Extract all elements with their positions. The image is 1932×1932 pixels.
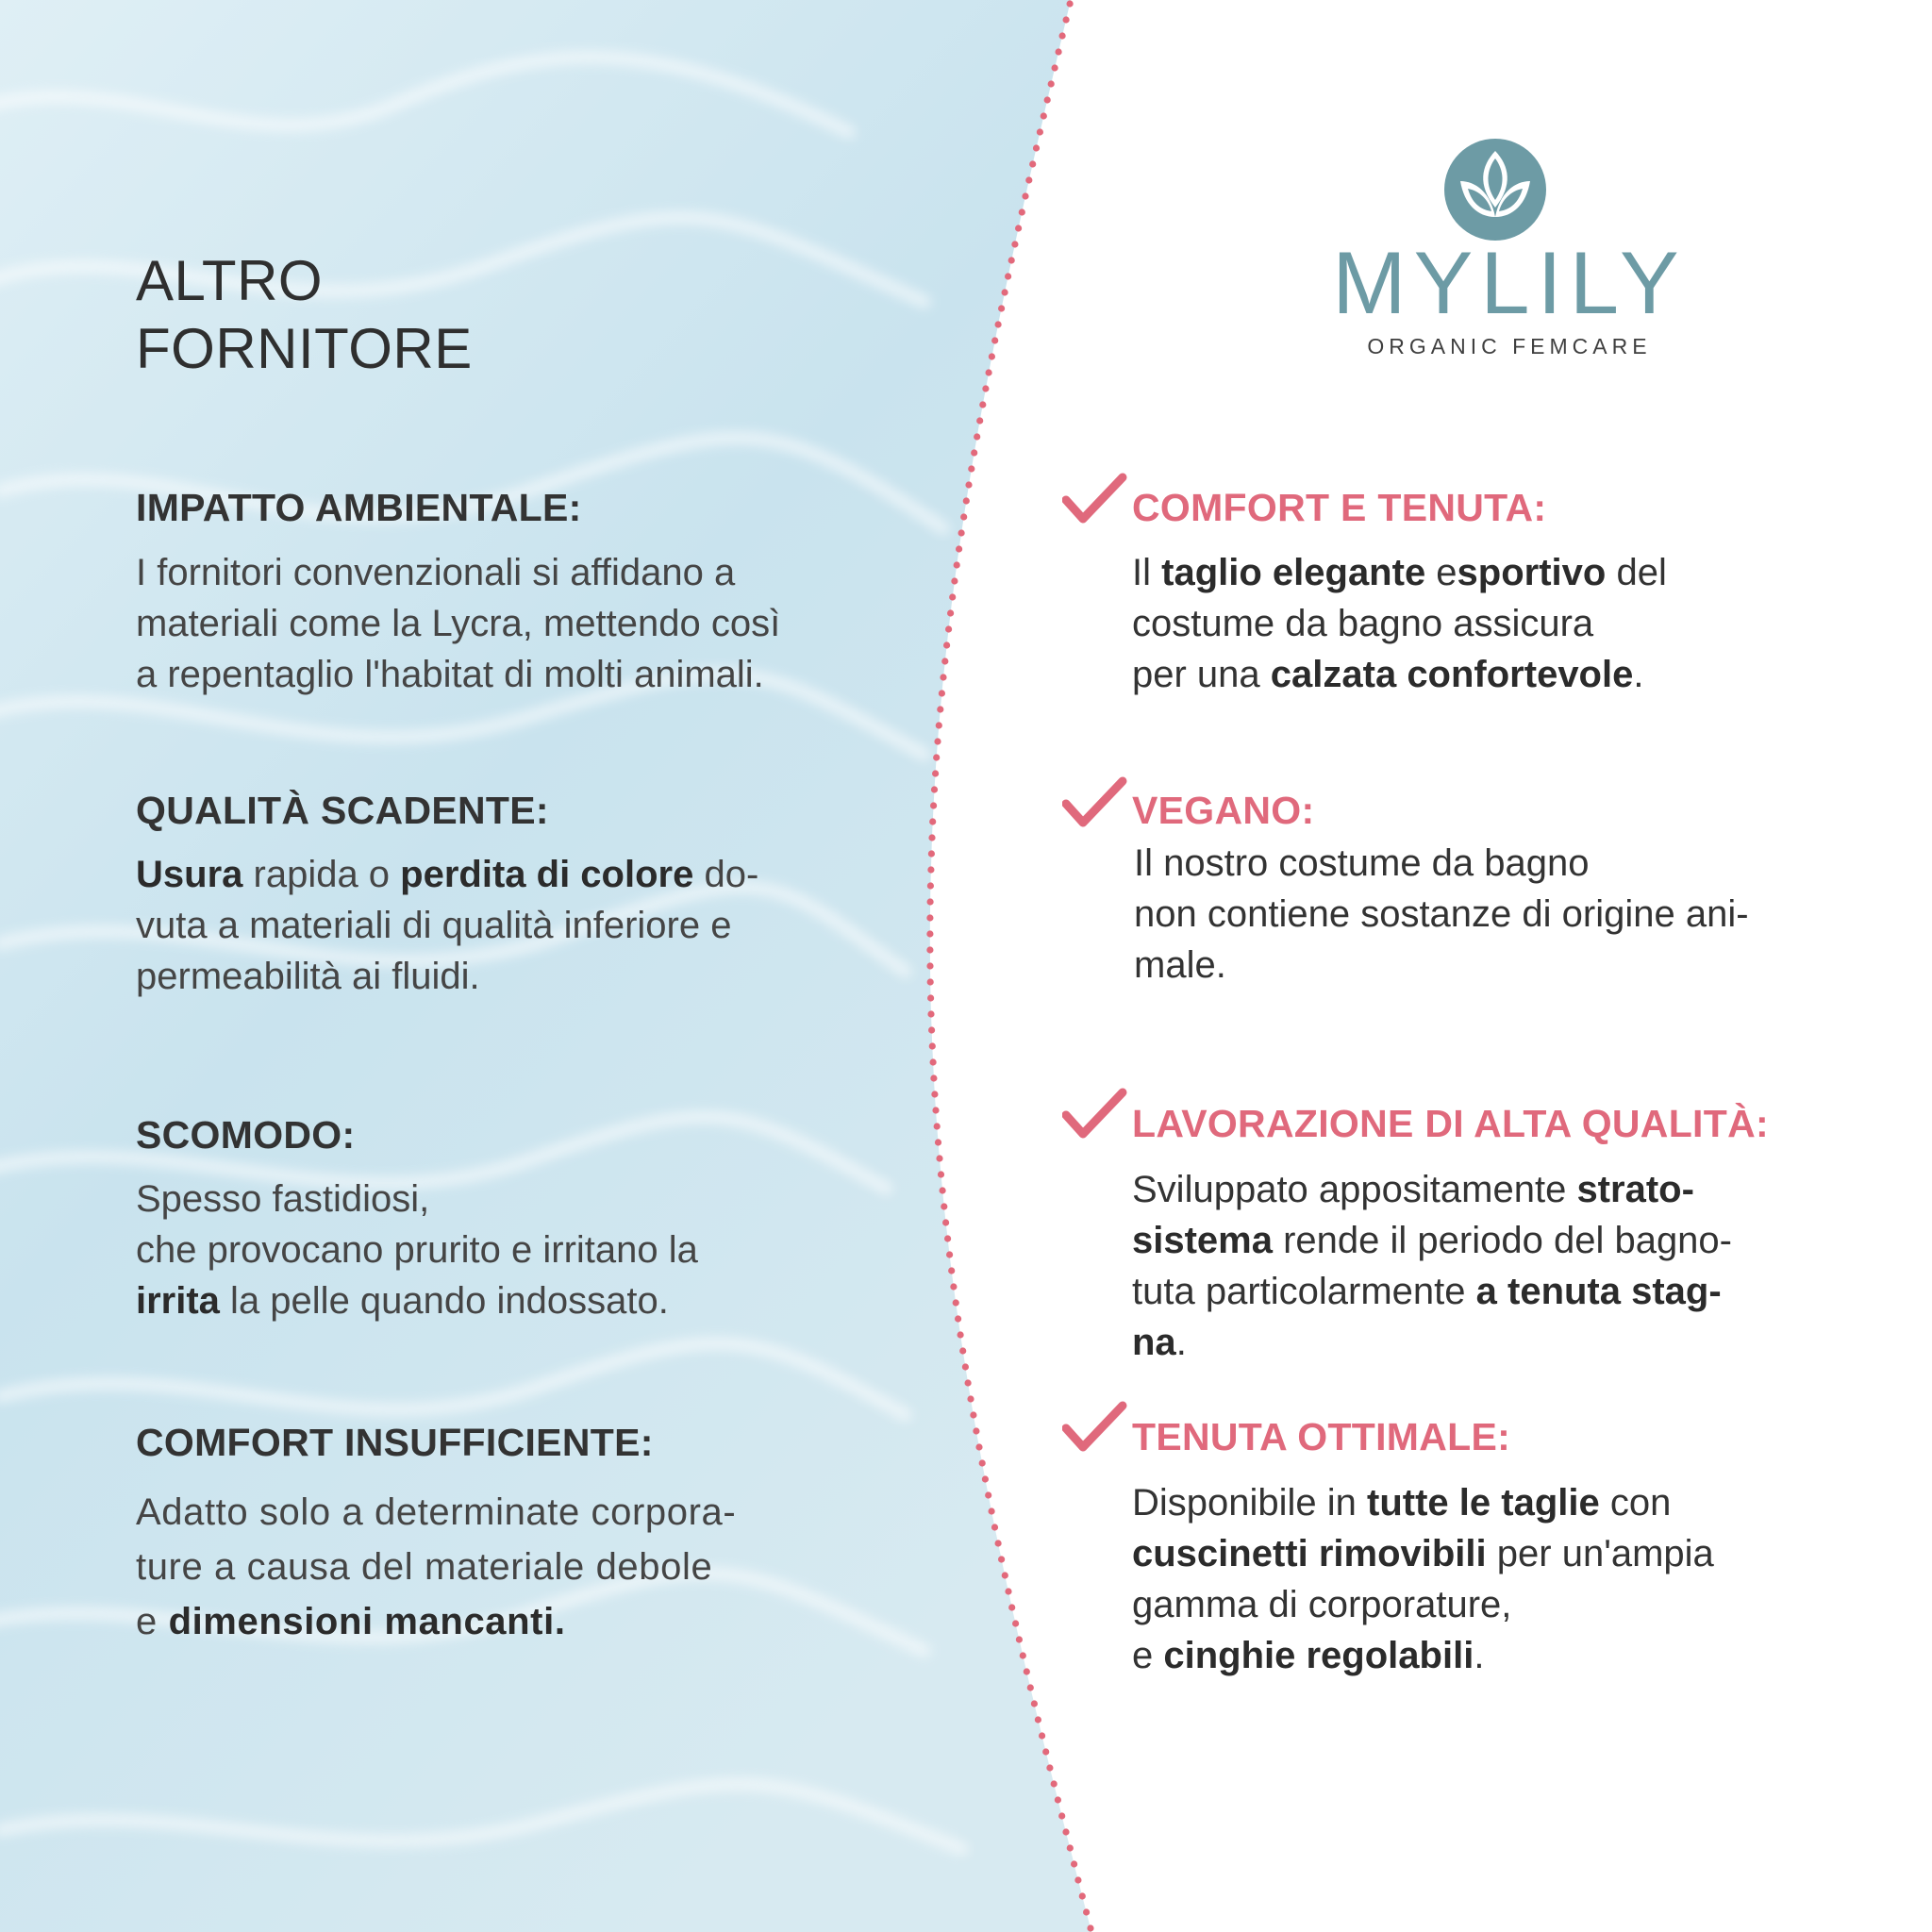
divider-dot: [979, 1459, 986, 1466]
divider-dot: [1063, 16, 1070, 23]
divider-dot: [926, 930, 933, 937]
section-heading-poor-quality: QUALITÀ SCADENTE:: [136, 789, 549, 832]
divider-dot: [1052, 64, 1058, 71]
left-title-line: ALTRO: [136, 249, 324, 312]
divider-dot: [934, 1123, 941, 1129]
divider-dot: [928, 834, 935, 841]
divider-dot: [937, 706, 943, 712]
body-line: che provocano prurito e irritano la: [136, 1229, 698, 1271]
divider-dot: [982, 1475, 989, 1482]
divider-dot: [929, 818, 936, 824]
divider-dot: [1062, 1828, 1069, 1835]
divider-dot: [968, 465, 974, 472]
divider-dot: [989, 353, 995, 359]
divider-dot: [1022, 192, 1028, 199]
body-line: permeabilità ai fluidi.: [136, 956, 480, 997]
divider-dot: [965, 481, 972, 488]
divider-dot: [926, 962, 933, 969]
divider-dot: [1046, 1764, 1053, 1771]
divider-dot: [938, 1171, 944, 1177]
divider-dot: [940, 674, 946, 680]
divider-dot: [930, 802, 937, 808]
divider-dot: [1008, 1604, 1015, 1610]
divider-dot: [1011, 241, 1018, 247]
divider-dot: [986, 369, 992, 375]
divider-dot: [1074, 1876, 1081, 1883]
divider-dot: [944, 1235, 951, 1241]
divider-dot: [940, 1187, 946, 1193]
divider-dot: [949, 593, 956, 600]
section-body-high-quality: [1132, 1164, 1732, 1368]
divider-dot: [967, 1395, 974, 1402]
divider-dot: [995, 1540, 1002, 1546]
divider-dot: [1029, 160, 1036, 167]
divider-dot: [934, 738, 941, 744]
divider-dot: [1005, 273, 1011, 279]
body-line: tuta particolarmente a tenuta stag-: [1132, 1271, 1722, 1312]
divider-dot: [936, 1155, 942, 1161]
divider-dot: [928, 1026, 935, 1033]
checkmark-icon: [1062, 1400, 1128, 1457]
divider-dot: [939, 690, 945, 696]
body-line: Il taglio elegante esportivo del: [1132, 552, 1667, 593]
divider-dot: [928, 850, 935, 857]
divider-dot: [1020, 1652, 1026, 1658]
divider-dot: [1033, 144, 1040, 151]
section-body-poor-quality: [136, 849, 758, 1002]
body-line: cuscinetti rimovibili per un'ampia: [1132, 1533, 1714, 1574]
divider-dot: [1041, 112, 1047, 119]
divider-dot: [982, 385, 989, 391]
body-line: ture a causa del materiale debole: [136, 1546, 713, 1588]
divider-dot: [1019, 208, 1025, 215]
divider-dot: [943, 641, 950, 648]
body-line: gamma di corporature,: [1132, 1584, 1512, 1625]
checkmark-icon: [1062, 472, 1128, 528]
divider-dot: [965, 1379, 972, 1386]
divider-dot: [989, 1507, 995, 1514]
divider-dot: [929, 1042, 936, 1049]
divider-dot: [970, 1411, 976, 1418]
divider-dot: [960, 513, 967, 520]
divider-dot: [950, 1283, 957, 1290]
section-heading-insufficient-comfort: COMFORT INSUFFICIENTE:: [136, 1421, 654, 1464]
divider-dot: [956, 545, 962, 552]
divider-dot: [942, 1219, 949, 1225]
body-line: irrita la pelle quando indossato.: [136, 1280, 669, 1322]
body-line: male.: [1134, 944, 1226, 986]
body-line: Sviluppato appositamente strato-: [1132, 1169, 1694, 1210]
divider-dot: [1056, 48, 1062, 55]
section-body-insufficient-comfort: [136, 1485, 736, 1649]
divider-dot: [1005, 1588, 1011, 1594]
divider-dot: [958, 529, 965, 536]
divider-dot: [927, 978, 934, 985]
divider-dot: [1051, 1780, 1058, 1787]
section-heading-environmental-impact: IMPATTO AMBIENTALE:: [136, 486, 582, 529]
divider-dot: [1059, 32, 1066, 39]
divider-dot: [932, 770, 939, 776]
body-line: sistema rende il periodo del bagno-: [1132, 1220, 1732, 1261]
divider-dot: [998, 305, 1005, 311]
divider-dot: [927, 866, 934, 873]
body-line: materiali come la Lycra, mettendo così: [136, 603, 781, 644]
divider-dot: [975, 1443, 982, 1450]
divider-dot: [998, 1556, 1005, 1562]
divider-dot: [1025, 176, 1032, 183]
divider-dot: [926, 914, 933, 921]
divider-dot: [931, 1091, 938, 1097]
section-heading-uncomfortable: SCOMODO:: [136, 1113, 356, 1157]
divider-dot: [947, 609, 954, 616]
divider-dot: [1087, 1924, 1093, 1931]
brand-name: MYLILY: [1332, 233, 1687, 332]
section-body-optimal-fit: [1132, 1477, 1714, 1681]
section-body-comfort-fit: [1132, 547, 1667, 700]
section-heading-high-quality: LAVORAZIONE DI ALTA QUALITÀ:: [1132, 1102, 1769, 1145]
divider-dot: [951, 577, 958, 584]
divider-dot: [936, 722, 942, 728]
divider-dot: [1067, 1844, 1074, 1851]
divider-dot: [974, 433, 980, 440]
divider-dot: [962, 1363, 969, 1370]
divider-dot: [1027, 1684, 1034, 1690]
divider-dot: [1035, 1716, 1041, 1723]
divider-dot: [1055, 1796, 1061, 1803]
divider-dot: [1042, 1748, 1049, 1755]
divider-dot: [1079, 1892, 1086, 1899]
divider-dot: [954, 561, 960, 568]
divider-dot: [946, 1251, 953, 1257]
divider-dot: [953, 1299, 959, 1306]
divider-dot: [1016, 1636, 1023, 1642]
body-line: Disponibile in tutte le taglie con: [1132, 1482, 1672, 1524]
divider-dot: [971, 449, 977, 456]
divider-dot: [931, 786, 938, 792]
divider-dot: [1012, 1620, 1019, 1626]
divider-dot: [933, 754, 940, 760]
divider-dot: [1058, 1812, 1065, 1819]
divider-dot: [1083, 1908, 1090, 1915]
body-line: na.: [1132, 1322, 1187, 1363]
divider-dot: [955, 1315, 961, 1322]
divider-dot: [930, 1074, 937, 1081]
divider-dot: [1037, 128, 1043, 135]
body-line: I fornitori convenzionali si affidano a: [136, 552, 736, 593]
divider-dot: [932, 1107, 939, 1113]
divider-dot: [1067, 0, 1074, 7]
section-heading-optimal-fit: TENUTA OTTIMALE:: [1132, 1415, 1511, 1458]
divider-dot: [927, 898, 934, 905]
section-body-uncomfortable: [136, 1174, 698, 1326]
divider-dot: [930, 1058, 937, 1065]
divider-dot: [1048, 80, 1055, 87]
divider-dot: [1015, 225, 1022, 231]
divider-dot: [948, 1267, 955, 1274]
divider-dot: [926, 946, 933, 953]
divider-dot: [991, 337, 998, 343]
divider-dot: [995, 321, 1002, 327]
divider-dot: [1002, 1572, 1008, 1578]
lotus-logo-icon: [1443, 138, 1547, 242]
divider-dot: [973, 1427, 979, 1434]
body-line: Usura rapida o perdita di colore do-: [136, 854, 759, 895]
checkmark-icon: [1062, 775, 1128, 832]
body-line: vuta a materiali di qualità inferiore e: [136, 905, 732, 946]
body-line: costume da bagno assicura: [1132, 603, 1594, 644]
section-heading-vegan: VEGANO:: [1132, 789, 1315, 832]
section-body-environmental-impact: [136, 547, 780, 700]
divider-dot: [1071, 1860, 1077, 1867]
body-line: e cinghie regolabili.: [1132, 1635, 1485, 1676]
body-line: Il nostro costume da bagno: [1134, 842, 1590, 884]
divider-dot: [927, 1010, 934, 1017]
divider-dot: [1044, 96, 1051, 103]
divider-dot: [959, 1347, 966, 1354]
section-heading-comfort-fit: COMFORT E TENUTA:: [1132, 486, 1547, 529]
divider-dot: [1024, 1668, 1030, 1674]
divider-dot: [927, 994, 934, 1001]
divider-dot: [1039, 1732, 1045, 1739]
divider-dot: [927, 882, 934, 889]
divider-dot: [935, 1139, 941, 1145]
divider-dot: [958, 1331, 964, 1338]
body-line: non contiene sostanze di origine ani-: [1134, 893, 1749, 935]
divider-dot: [945, 625, 952, 632]
left-title: [136, 247, 473, 383]
divider-dot: [976, 417, 983, 424]
checkmark-icon: [1062, 1087, 1128, 1143]
body-line: Spesso fastidiosi,: [136, 1178, 430, 1220]
body-line: a repentaglio l'habitat di molti animali.: [136, 654, 764, 695]
left-title-line: FORNITORE: [136, 317, 473, 380]
divider-dot: [991, 1524, 998, 1530]
divider-dot: [1031, 1700, 1038, 1707]
body-line: Adatto solo a determinate corpora-: [136, 1491, 737, 1533]
divider-dot: [941, 1203, 947, 1209]
divider-dot: [941, 658, 948, 664]
divider-dot: [963, 497, 970, 504]
divider-dot: [1002, 289, 1008, 295]
body-line: e dimensioni mancanti.: [136, 1601, 566, 1642]
body-line: per una calzata confortevole.: [1132, 654, 1644, 695]
divider-dot: [979, 401, 986, 408]
divider-dot: [985, 1491, 991, 1498]
brand-tagline: ORGANIC FEMCARE: [1367, 334, 1652, 358]
divider-dot: [1008, 257, 1015, 263]
section-body-vegan: [1134, 838, 1749, 991]
